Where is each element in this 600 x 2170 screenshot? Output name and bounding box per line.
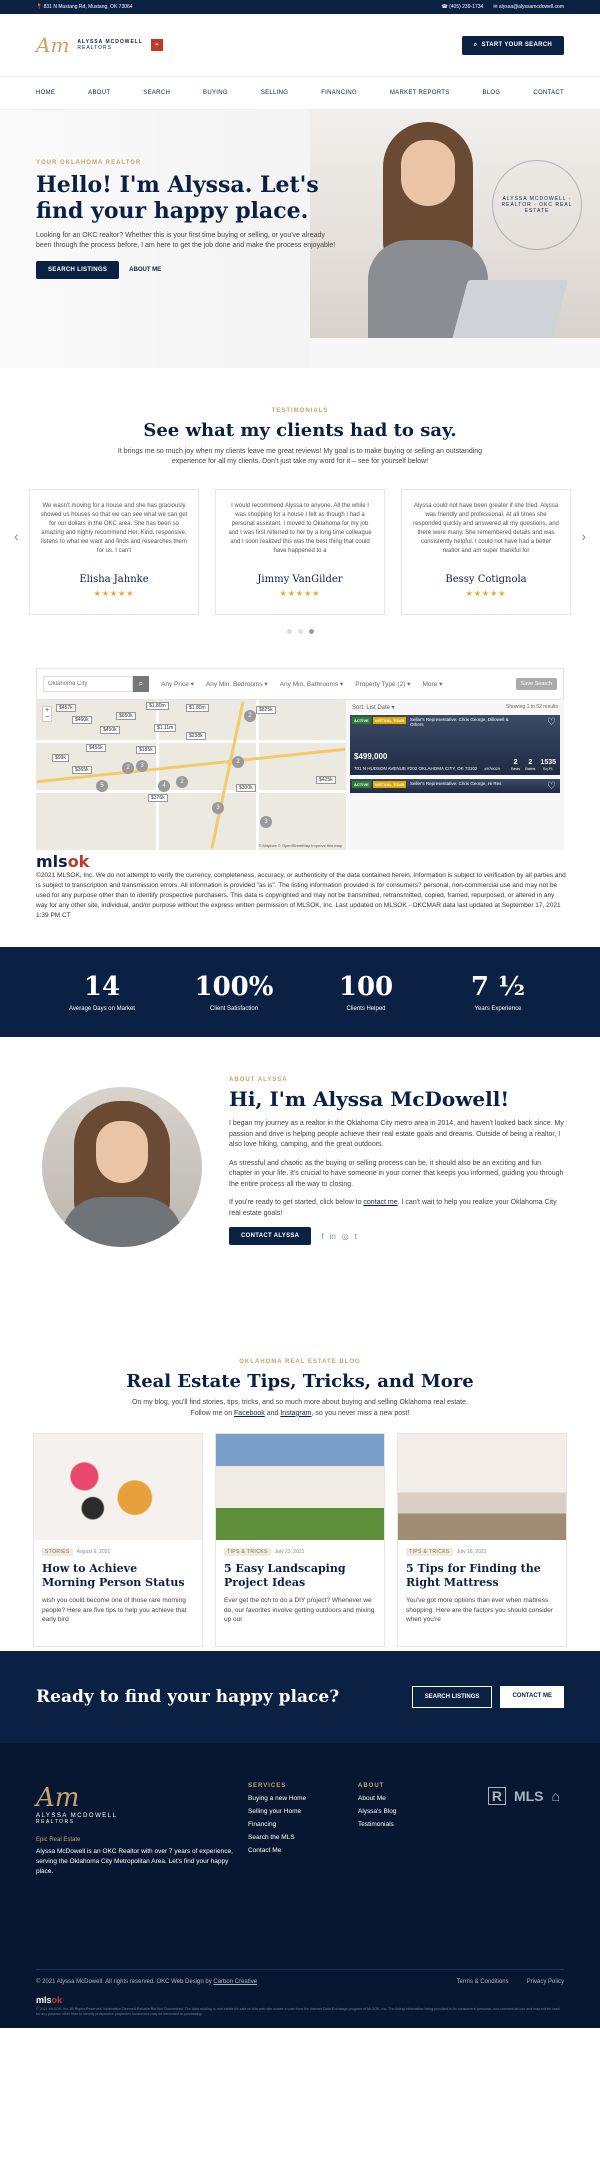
testimonial-quote: We wasn't moving for a house and she has graciously showed us houses so that we can see what we can get for our dollars in the OKC area. She has been so amazing and highly recommend Her. Kind, responsive, listens to what we want and finds and researches them for us. I can't <box>40 503 188 555</box>
chevron-left-icon[interactable]: ‹ <box>14 528 19 544</box>
footer-disclaimer: © 2021 MLSOK, Inc. All Rights Reserved. Information Deemed Reliable But Not Guaranteed. The data relating to real estate for sale on this web site comes in part from the Internet Data Exchange program of MLSOK, Inc. The listing information being provided is for consumers' personal, non-commercial use and may not be used for any purpose other than to identify prospective properties consumers may be interested in purchasing. <box>36 2007 560 2017</box>
post-tag[interactable]: TIPS & TRICKS <box>224 1548 271 1556</box>
nav-market-reports[interactable]: MARKET REPORTS <box>389 90 450 96</box>
about-section <box>0 1037 600 1337</box>
search-listings-button[interactable]: SEARCH LISTINGS <box>36 261 119 279</box>
map-cluster[interactable]: 2 <box>122 762 134 774</box>
nav-contact[interactable]: CONTACT <box>533 90 564 96</box>
post-excerpt: wish you could become one of those rare morning people? Here are five tips to help you achieve that early bird <box>42 1596 187 1624</box>
more-filter[interactable]: More ▾ <box>422 681 443 688</box>
map-price-pin[interactable]: $1.80m <box>186 704 209 712</box>
map-cluster[interactable]: 2 <box>176 776 188 788</box>
phone-link[interactable]: ☎ (405) 239-1734 <box>441 4 484 10</box>
realtor-icon: R <box>488 1787 506 1805</box>
search-icon: ⌕ <box>473 41 478 48</box>
listing-sqft: 1535 <box>540 759 556 766</box>
nav-buying[interactable]: BUYING <box>203 90 228 96</box>
about-me-button[interactable]: ABOUT ME <box>129 267 162 274</box>
testimonial-card <box>29 489 199 615</box>
site-logo[interactable] <box>36 35 163 55</box>
testimonials-eyebrow: TESTIMONIALS <box>271 408 329 414</box>
filter-bar <box>36 668 564 700</box>
listing-baths: 2 <box>528 759 533 766</box>
footer-link[interactable]: Search the MLS <box>248 1834 295 1842</box>
star-rating-icon: ★★★★★ <box>465 589 507 599</box>
stat-days-on-market: 14 <box>83 972 121 1003</box>
listing-mls: #976029 <box>484 766 500 771</box>
bathrooms-filter[interactable]: Any Min. Bathrooms ▾ <box>279 681 344 688</box>
map-price-pin[interactable]: $365k <box>72 766 92 774</box>
map-cluster[interactable]: 2 <box>244 710 256 722</box>
save-search-button[interactable]: Save Search <box>516 678 558 690</box>
star-rating-icon: ★★★★★ <box>279 589 321 599</box>
post-date: July 23, 2021 <box>274 1549 305 1556</box>
listing-price: $499,000 <box>354 752 388 761</box>
footer-tagline: Epic Real Estate <box>36 1837 81 1844</box>
mls-icon: MLS <box>513 1788 544 1805</box>
start-search-button[interactable]: ⌕ START YOUR SEARCH <box>462 36 564 55</box>
cta-band <box>0 1651 600 1743</box>
nav-about[interactable]: ABOUT <box>88 90 111 96</box>
carousel-dot[interactable] <box>298 629 303 634</box>
footer-link[interactable]: Financing <box>248 1821 277 1829</box>
blog-post-card[interactable] <box>397 1433 567 1647</box>
listing-agent: Seller's Representative: Chris George, Hi Res <box>410 781 502 786</box>
instagram-link[interactable]: Instagram <box>280 1409 312 1417</box>
map-attribution: © Mapbox © OpenStreetMap Improve this map <box>258 843 342 848</box>
listing-address: 701 N HUDSON AVENUE #202 OKLAHOMA CITY, OK 73102 <box>354 766 478 771</box>
post-tag[interactable]: TIPS & TRICKS <box>406 1548 453 1556</box>
nav-home[interactable]: HOME <box>36 90 56 96</box>
map-price-pin[interactable]: $300k <box>236 784 256 792</box>
rotating-badge: ALYSSA MCDOWELL · REALTOR · OKC REAL ESTATE <box>492 160 582 250</box>
linkedin-icon[interactable]: in <box>329 1231 336 1241</box>
listing-beds: 2 <box>513 759 518 766</box>
address: 📍 831 N Mustang Rd, Mustang, OK 73064 <box>36 4 133 10</box>
site-header <box>0 14 600 76</box>
instagram-icon[interactable]: ◎ <box>341 1231 349 1241</box>
map-cluster[interactable]: 3 <box>212 802 224 814</box>
cta-search-listings-button[interactable]: SEARCH LISTINGS <box>412 1686 493 1708</box>
carbon-creative-link[interactable]: Carbon Creative <box>213 1979 258 1986</box>
map-cluster[interactable]: 2 <box>232 756 244 768</box>
blog-post-card[interactable] <box>33 1433 203 1647</box>
top-bar <box>0 0 600 14</box>
map-price-pin[interactable]: $460k <box>72 716 92 724</box>
footer-link[interactable]: About Me <box>358 1795 386 1803</box>
status-badge: ACTIVE <box>354 782 369 787</box>
footer-link[interactable]: Alyssa's Blog <box>358 1808 397 1816</box>
stats-band <box>0 947 600 1037</box>
about-p1: I began my journey as a realtor in the Oklahoma City metro area in 2014, and haven't looked back since. My passion and drive is helping people achieve their real estate goals and dreams. Outside of being a realtor, I also love hiking, camping, and the great outdoors. <box>229 1120 564 1149</box>
nav-selling[interactable]: SELLING <box>260 90 289 96</box>
listing-card[interactable]: ACTIVE VIRTUAL TOUR Sellar's Representative: Chris George, Dillowell & Others ♡ $499,000 701 N HUDSON AVENUE #202 OKLAHOMA CITY, OK 73102 #976029 2 Beds 2 Baths 1535 Sq.Ft. <box>350 715 560 775</box>
post-title[interactable]: How to Achieve Morning Person Status <box>42 1562 185 1590</box>
nav-search[interactable]: SEARCH <box>143 90 171 96</box>
hero-title: Hello! I'm Alyssa. Let's find your happy place. <box>36 172 319 225</box>
testimonials-section <box>0 368 600 668</box>
footer-badges <box>488 1787 560 1805</box>
cta-contact-button[interactable]: CONTACT ME <box>500 1686 564 1708</box>
footer-mlsok-logo: mlsok <box>36 1995 63 2006</box>
stat-client-satisfaction: 100% <box>194 972 274 1003</box>
blog-post-card[interactable] <box>215 1433 385 1647</box>
idx-search <box>0 668 600 921</box>
testimonials-title: See what my clients had to say. <box>143 420 457 441</box>
post-tag[interactable]: STORIES <box>42 1548 73 1556</box>
search-icon[interactable]: ⌕ <box>133 676 149 692</box>
blog-sub: On my blog, you'll find stories, tips, tricks, and so much more about buying and selling Oklahoma real estate. Follow me on Facebook and Instagram, so you never miss a new post! <box>132 1399 468 1417</box>
map-price-pin[interactable]: $450k <box>100 726 120 734</box>
address-text: 831 N Mustang Rd, Mustang, OK 73064 <box>43 4 133 10</box>
logo-sub: REALTORS <box>77 45 112 51</box>
map-price-pin[interactable]: $1.80m <box>146 702 169 710</box>
post-excerpt: You've got more options than ever when mattress shopping. Here are the factors you should consider when you're <box>406 1596 554 1624</box>
about-p3: If you're ready to get started, click below to contact me. I can't wait to help you realize your Oklahoma City real estate goals! <box>229 1199 557 1217</box>
hero-photo <box>310 110 600 368</box>
map-price-pin[interactable]: $456k <box>86 744 106 752</box>
price-filter[interactable]: Any Price ▾ <box>161 681 194 688</box>
listing-card[interactable] <box>350 779 560 793</box>
star-rating-icon: ★★★★★ <box>93 589 135 599</box>
nav-blog[interactable]: BLOG <box>482 90 501 96</box>
results-count: Showing 1 to 52 results <box>506 704 558 710</box>
listing-agent: Sellar's Representative: Chris George, Dillowell & Others <box>410 717 509 727</box>
stat-clients-helped: 100 <box>338 972 394 1003</box>
cta-title: Ready to find your happy place? <box>36 1687 340 1708</box>
blog-eyebrow: OKLAHOMA REAL ESTATE BLOG <box>239 1359 361 1366</box>
listing-results <box>346 700 564 850</box>
testimonial-card <box>401 489 571 615</box>
map-cluster[interactable]: 4 <box>158 780 170 792</box>
about-portrait <box>42 1087 202 1247</box>
footer-link[interactable]: Testimonials <box>358 1821 394 1829</box>
map-price-pin[interactable]: $376k <box>148 794 168 802</box>
post-image <box>216 1434 384 1540</box>
map-price-pin[interactable]: $650k <box>116 712 136 720</box>
copyright: © 2021 Alyssa McDowell. All rights reserved. OKC Web Design by Carbon Creative <box>36 1979 258 1986</box>
carousel-dots <box>0 629 600 634</box>
stat-label: Client Satisfaction <box>209 1006 259 1013</box>
mlsok-logo: mlsok <box>36 852 90 871</box>
virtual-tour-badge: VIRTUAL TOUR <box>374 718 405 723</box>
testimonial-name: Bessy Cotignola <box>445 574 527 586</box>
zoom-out-button[interactable]: − <box>44 714 50 721</box>
map-price-pin[interactable]: $825k <box>256 706 276 714</box>
chevron-right-icon[interactable]: › <box>581 528 586 544</box>
testimonial-card <box>215 489 385 615</box>
stat-label: Average Days on Market <box>69 1006 135 1013</box>
stat-years-experience: 7 ½ <box>470 972 526 1003</box>
zoom-in-button[interactable]: + <box>44 707 50 714</box>
footer-blurb: Alyssa McDowell is an OKC Realtor with over 7 years of experience, serving the Oklahoma City Metropolitan Area. Let's find your happy place. <box>36 1848 233 1875</box>
post-date: August 6, 2021 <box>76 1549 111 1556</box>
listings-map[interactable] <box>36 700 346 850</box>
property-type-filter[interactable]: Property Type (2) ▾ <box>355 681 411 688</box>
hero-eyebrow: YOUR OKLAHOMA REALTOR <box>36 160 142 166</box>
map-price-pin[interactable]: $457k <box>56 704 76 712</box>
map-price-pin[interactable]: $425k <box>316 776 336 784</box>
main-nav <box>0 76 600 110</box>
blog-title: Real Estate Tips, Tricks, and More <box>126 1371 474 1393</box>
map-price-pin[interactable]: $1.11m <box>154 724 176 732</box>
testimonial-name: Jimmy VanGilder <box>257 574 343 586</box>
email-link[interactable]: ✉ alyssa@alyssamcdowell.com <box>493 4 564 10</box>
heart-icon[interactable]: ♡ <box>547 781 556 792</box>
footer-about: ABOUT About Me Alyssa's Blog Testimonials <box>358 1783 397 1829</box>
map-cluster[interactable]: 3 <box>136 760 148 772</box>
footer-link[interactable]: Buying a new Home <box>248 1795 307 1803</box>
stat-label: Clients Helped <box>346 1006 386 1013</box>
bedrooms-filter[interactable]: Any Min. Bedrooms ▾ <box>205 681 268 688</box>
mls-disclaimer: ©2021 MLSOK, Inc. We do not attempt to verify the currency, completeness, accuracy, or authenticity of the data contained herein. Information is subject to verification by all parties and is subject to transcription and transmission errors. All information is provided "as is". The listing information provided is for consumers? personal, non-commercial use and may not be used for any purpose other than to identify prospective purchasers. This data is copyrighted and may not be transmitted, retransmitted, copied, framed, repurposed, or altered in any way for any other site, individual, and/or purpose without the express written permission of MLSOK, Inc. Last updated on MLSOK - OKCMAR data last updated at September 17, 2021 1:39 PM CT <box>36 872 566 920</box>
virtual-tour-badge: VIRTUAL TOUR <box>374 782 405 787</box>
map-price-pin[interactable]: $99k <box>52 754 69 762</box>
footer-services: SERVICES Buying a new Home Selling your Home Financing Search the MLS Contact Me <box>248 1783 307 1855</box>
post-excerpt: Ever get the itch to do a DIY project? Whenever we do, our favorites involve getting outdoors and mixing up our <box>224 1596 375 1624</box>
blog-section <box>0 1337 600 1624</box>
carousel-dot-active[interactable] <box>309 629 314 634</box>
twitter-icon[interactable]: t <box>354 1231 358 1241</box>
footer-link[interactable]: Contact Me <box>248 1847 282 1855</box>
logo-name: ALYSSA MCDOWELL <box>77 39 143 45</box>
logo-monogram: Am <box>36 33 70 57</box>
post-image <box>398 1434 566 1540</box>
contact-me-link[interactable]: contact me <box>363 1199 398 1207</box>
facebook-link[interactable]: Facebook <box>234 1409 265 1417</box>
contact-alyssa-button[interactable]: CONTACT ALYSSA <box>229 1227 311 1245</box>
post-title[interactable]: 5 Easy Landscaping Project Ideas <box>224 1562 346 1590</box>
brokerage-logo-icon: ✦ <box>151 39 163 51</box>
status-badge: ACTIVE <box>354 718 369 723</box>
map-price-pin[interactable]: $185k <box>136 746 156 754</box>
location-search-input[interactable] <box>43 676 133 692</box>
stat-label: Years Experience <box>474 1006 522 1013</box>
terms-link[interactable]: Terms & Conditions <box>456 1979 509 1986</box>
heart-icon[interactable]: ♡ <box>547 717 556 728</box>
testimonial-name: Elisha Jahnke <box>79 574 149 586</box>
site-footer <box>0 1743 600 2028</box>
footer-logo[interactable]: Am ALYSSA MCDOWELL REALTORS <box>36 1783 118 1826</box>
hero-section <box>0 110 600 368</box>
testimonials-sub: It brings me so much joy when my clients leave me great reviews! My goal is to make buying or selling an outstanding experience for all my clients. Don't just take my word for it – see for yourself below! <box>117 448 483 466</box>
about-eyebrow: ABOUT ALYSSA <box>229 1077 288 1084</box>
post-title[interactable]: 5 Tips for Finding the Right Mattress <box>406 1562 541 1590</box>
equal-housing-icon: ⌂ <box>551 1788 560 1805</box>
map-cluster[interactable]: 5 <box>96 780 108 792</box>
map-price-pin[interactable]: $238k <box>186 732 206 740</box>
post-image <box>34 1434 202 1540</box>
map-cluster[interactable]: 3 <box>260 816 272 828</box>
post-date: July 16, 2021 <box>456 1549 487 1556</box>
privacy-link[interactable]: Privacy Policy <box>526 1979 564 1986</box>
facebook-icon[interactable]: f <box>321 1231 324 1241</box>
sort-dropdown[interactable]: Sort: List Date ▾ <box>352 705 395 711</box>
about-title: Hi, I'm Alyssa McDowell! <box>229 1087 510 1112</box>
carousel-dot[interactable] <box>287 629 292 634</box>
footer-link[interactable]: Selling your Home <box>248 1808 302 1816</box>
testimonial-quote: I would recommend Alyssa to anyone. All the while I was shopping for a house I felt as though I had a personal assistant. I moved to Oklahoma for my job and I was first referred to her by a long time colleague and I soon realized this was the best thing that could have happened to a <box>228 503 372 555</box>
testimonial-quote: Alyssa could not have been greater if she tried. Alyssa was friendly and professional. At all times she responded quickly and answered all my questions, and there were many. She remembered details and was consistently helpful. I could not have had a better realtor and am super thankful for <box>413 503 559 555</box>
hero-text: Looking for an OKC realtor? Whether this is your first time buying or selling, or you've already been through the process before, I am here to get the job done and make the process enjoyable! <box>36 231 336 249</box>
about-p2: As stressful and chaotic as the buying or selling process can be, it should also be an exciting and fun chapter in your life. It's crucial to have someone in your corner that keeps you informed, guiding you through the entire process all the way to closing. <box>229 1159 564 1188</box>
nav-financing[interactable]: FINANCING <box>321 90 357 96</box>
